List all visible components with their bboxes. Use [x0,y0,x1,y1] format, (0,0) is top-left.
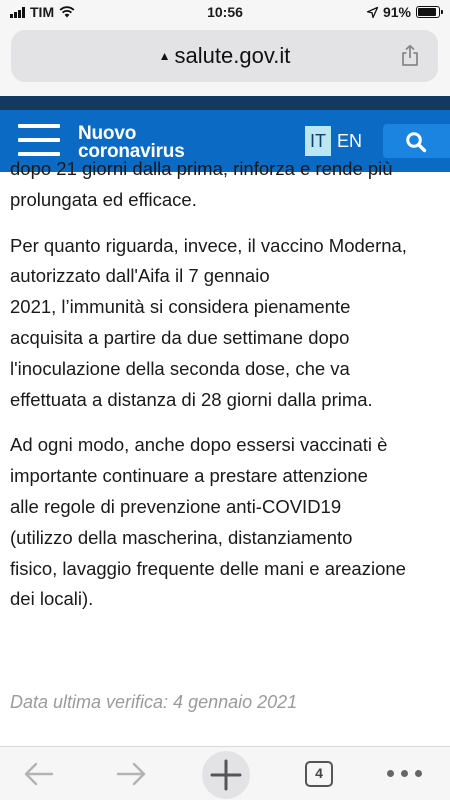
url-text: salute.gov.it [174,43,291,68]
search-icon [405,131,427,153]
battery-level [418,8,436,16]
lock-icon: ▲ [158,49,171,63]
location-arrow-icon [367,7,378,18]
article-paragraph [10,231,442,416]
paragraph-line: autorizzato dall'Aifa il 7 gennaio [10,265,270,287]
search-button[interactable] [383,124,450,158]
paragraph-line: dopo 21 giorni dalla prima, rinforza e rende più [10,158,393,179]
paragraph-line: prolungata ed efficace. [10,188,197,210]
paragraph-line: fisico, lavaggio frequente delle mani e areazione [10,557,406,579]
article-paragraph [10,154,442,216]
language-en[interactable]: EN [337,131,363,151]
paragraph-line: effettuata a distanza di 28 giorni dalla prima. [10,388,373,410]
forward-arrow-icon[interactable] [114,757,148,791]
paragraph-line: acquisita a partire da due settimane dopo [10,326,350,348]
back-arrow-icon[interactable] [22,757,56,791]
address-bar[interactable] [11,30,438,82]
browser-top-bar [0,26,450,96]
logo-line-2: coronavirus [78,141,185,162]
paragraph-line: alle regole di prevenzione anti-COVID19 [10,495,342,517]
language-it[interactable]: IT [305,126,331,156]
paragraph-line: (utilizzo della mascherina, distanziamento [10,526,353,548]
more-options-icon[interactable] [385,757,429,791]
carrier-label: TIM [30,4,55,20]
share-icon[interactable] [399,44,421,66]
article-paragraph [10,430,442,615]
tabs-count-button[interactable]: 4 [305,761,333,787]
article-text [10,154,442,630]
paragraph-line: 2021, l’immunità si considera pienamente [10,296,351,318]
new-tab-button[interactable] [202,751,250,799]
top-navy-strip [0,96,450,110]
last-verified-date: Data ultima verifica: 4 gennaio 2021 [10,692,298,712]
paragraph-line: Ad ogni modo, anche dopo essersi vaccinati è [10,434,388,456]
status-right [367,4,440,20]
paragraph-line: dei locali). [10,588,94,610]
paragraph-line: l'inoculazione della seconda dose, che va [10,357,350,379]
menu-icon[interactable] [18,124,60,156]
browser-bottom-toolbar [0,746,450,800]
battery-icon [416,6,440,18]
address-bar-content [11,43,438,69]
status-bar [0,0,450,26]
logo-line-1: Nuovo [78,123,137,144]
article-content [0,158,450,746]
paragraph-line: Per quanto riguarda, invece, il vaccino Moderna, [10,234,407,256]
paragraph-line: importante continuare a prestare attenzione [10,465,368,487]
clock: 10:56 [207,4,243,20]
battery-percent: 91% [382,4,411,20]
plus-icon [202,751,250,799]
